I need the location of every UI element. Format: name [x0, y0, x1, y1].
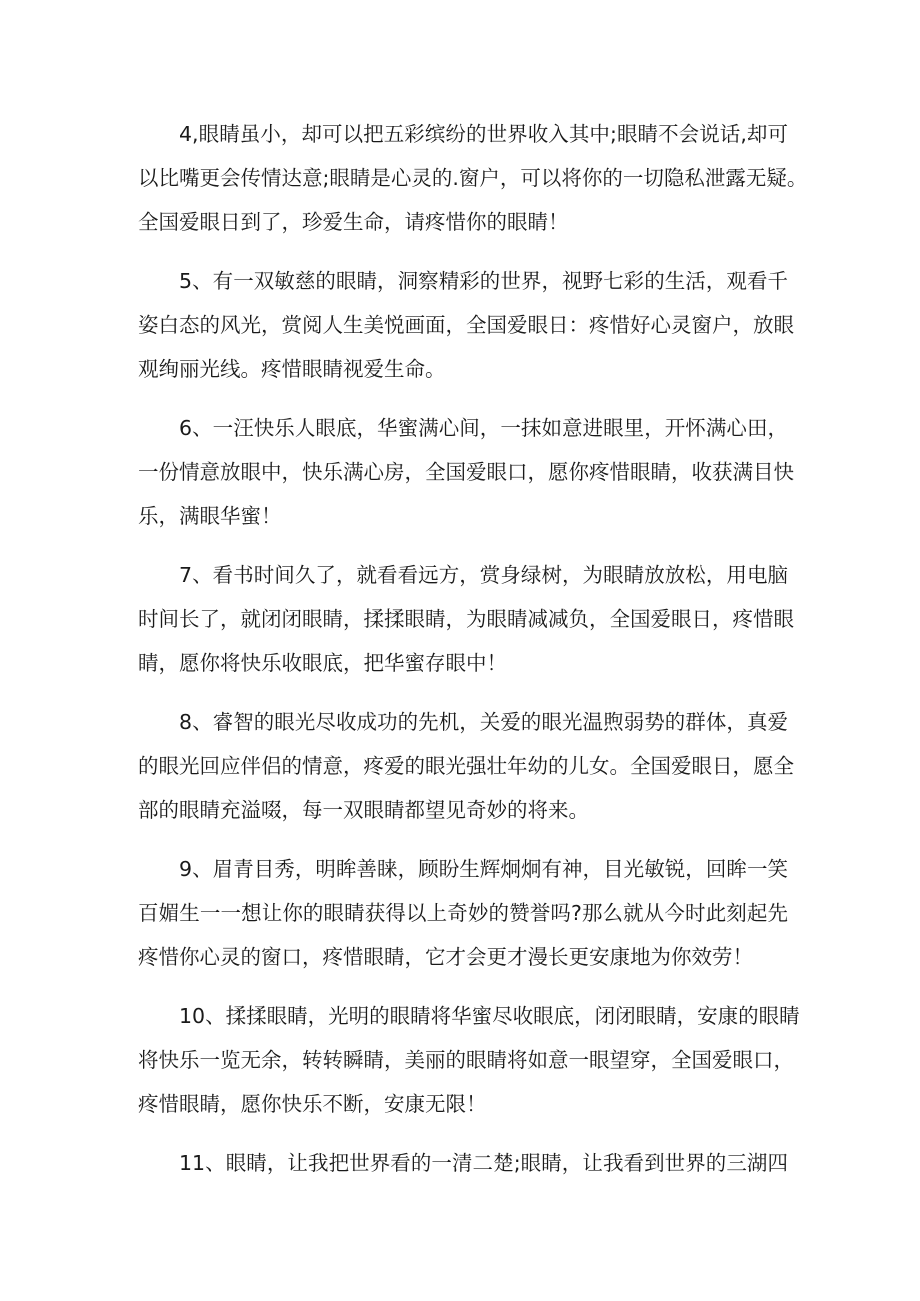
paragraph-10: [138, 994, 800, 1126]
paragraph-line: 11、眼睛，让我把世界看的一清二楚;眼睛，让我看到世界的三湖四: [179, 1151, 788, 1175]
paragraph-line: 部的眼睛充溢啜，每一双眼睛都望见奇妙的将来。: [138, 798, 589, 822]
document-body: [138, 112, 808, 1200]
paragraph-line: 9、眉青目秀，明眸善睐，顾盼生辉炯炯有神，目光敏锐，回眸一笑: [179, 857, 788, 881]
paragraph-line: 姿白态的风光，赏阅人生美悦画面，全国爱眼日：疼惜好心灵窗户，放眼: [138, 313, 794, 337]
paragraph-line: 疼惜眼睛，愿你快乐不断，安康无限！: [138, 1092, 487, 1116]
paragraph-line: 观绚丽光线。疼惜眼睛视爱生命。: [138, 357, 446, 381]
paragraph-line: 将快乐一览无余，转转瞬睛，美丽的眼睛将如意一眼望穿，全国爱眼口，: [138, 1048, 794, 1072]
paragraph-line: 5、有一双敏慈的眼睛，洞察精彩的世界，视野七彩的生活，观看千: [179, 269, 788, 293]
paragraph-5: [138, 259, 794, 391]
paragraph-line: 6、一汪快乐人眼底，华蜜满心间，一抹如意进眼里，开怀满心田，: [179, 416, 788, 440]
paragraph-line: 7、看书时间久了，就看看远方，赏身绿树，为眼睛放放松，用电脑: [179, 563, 788, 587]
paragraph-line: 以比嘴更会传情达意;眼睛是心灵的.窗户，可以将你的一切隐私泄露无疑。: [138, 166, 808, 190]
paragraph-9: [138, 847, 788, 979]
paragraph-8: [138, 700, 794, 832]
paragraph-4: [138, 112, 808, 244]
paragraph-line: 一份情意放眼中，快乐满心房，全国爱眼口，愿你疼惜眼睛，收获满目快: [138, 460, 794, 484]
paragraph-line: 8、睿智的眼光尽收成功的先机，关爱的眼光温煦弱势的群体，真爱: [179, 710, 788, 734]
paragraph-line: 疼惜你心灵的窗口，疼惜眼睛，它才会更才漫长更安康地为你效劳！: [138, 945, 753, 969]
paragraph-line: 时间长了，就闭闭眼睛，揉揉眼睛，为眼睛减减负，全国爱眼日，疼惜眼: [138, 607, 794, 631]
paragraph-line: 睛，愿你将快乐收眼底，把华蜜存眼中！: [138, 651, 507, 675]
paragraph-line: 4,眼睛虽小，却可以把五彩缤纷的世界收入其中;眼睛不会说话,却可: [179, 122, 788, 146]
paragraph-line: 的眼光回应伴侣的情意，疼爱的眼光强壮年幼的儿女。全国爱眼日，愿全: [138, 754, 794, 778]
paragraph-line: 乐，满眼华蜜！: [138, 504, 282, 528]
paragraph-line: 百媚生一一想让你的眼睛获得以上奇妙的赞誉吗?那么就从今时此刻起先: [138, 901, 788, 925]
paragraph-11: [138, 1141, 788, 1185]
paragraph-line: 全国爱眼日到了，珍爱生命，请疼惜你的眼睛！: [138, 210, 569, 234]
paragraph-6: [138, 406, 794, 538]
paragraph-7: [138, 553, 794, 685]
paragraph-line: 10、揉揉眼睛，光明的眼睛将华蜜尽收眼底，闭闭眼睛，安康的眼睛: [179, 1004, 800, 1028]
